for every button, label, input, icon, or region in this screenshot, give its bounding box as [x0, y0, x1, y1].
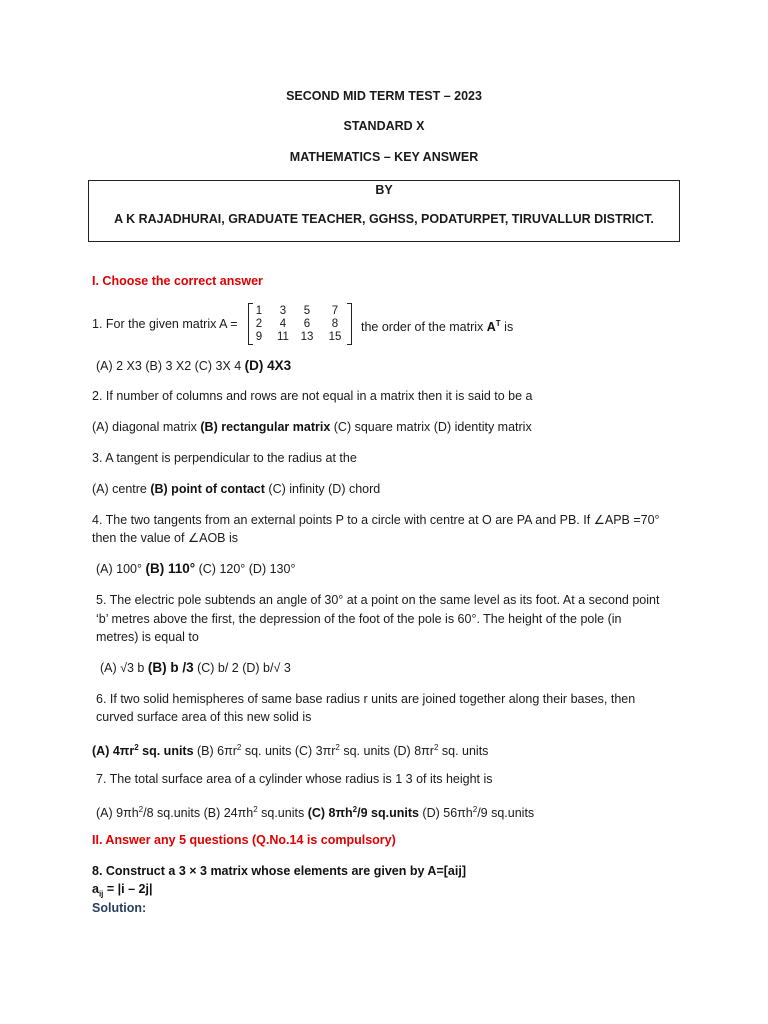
q1-matrix — [248, 303, 352, 345]
subject-title: MATHEMATICS – KEY ANSWER — [289, 150, 479, 164]
q4-question-line2: then the value of ∠AOB is — [92, 531, 239, 545]
q7-question: 7. The total surface area of a cylinder whose radius is 1 3 of its height is — [96, 772, 493, 786]
q1-prefix: 1. For the given matrix A = — [92, 317, 238, 331]
q2-options: (A) diagonal matrix (B) rectangular matrix (C) square matrix (D) identity matrix — [92, 420, 532, 434]
q6-answer: (A) $4\pi r^2$ sq. units — [92, 743, 194, 759]
q3-answer: (B) point of contact — [150, 482, 265, 496]
matrix-cell: 4 — [279, 318, 287, 330]
q8-rule: $a_{ij} = |i - 2j|$ — [92, 882, 153, 899]
q1-question — [92, 315, 238, 333]
q8-question: 8. Construct a 3 × 3 matrix whose elements are given by A=[aij] — [92, 864, 466, 878]
matrix-right-bracket — [347, 303, 352, 345]
q2-question: 2. If number of columns and rows are not equal in a matrix then it is said to be a — [92, 389, 533, 403]
matrix-cell: 9 — [255, 331, 263, 343]
standard-title: STANDARD X — [343, 119, 425, 133]
q1-suffix: the order of the matrix $A^T$ is — [361, 319, 514, 335]
q5-options: (A) √3 b (B) b /3 (C) b/ 2 (D) b/√ 3 — [100, 660, 291, 675]
q6-question-line1: 6. If two solid hemispheres of same base radius r units are joined together along their bases, then — [96, 692, 636, 706]
matrix-cell: 11 — [277, 331, 289, 343]
q5-question-line3: metres) is equal to — [96, 630, 199, 644]
q1-options: (A) 2 X3 (B) 3 X2 (C) 3X 4 (D) 4X3 — [96, 358, 292, 373]
q6-options: (A) $4\pi r^2$ sq. units (B) $6\pi r^2$ sq. units (C) $3\pi r^2$ sq. units (D) $8\pi r^2$ sq. units — [92, 743, 489, 759]
matrix-cell: 8 — [331, 318, 339, 330]
q8-solution-label: Solution: — [92, 901, 147, 915]
q6-question-line2: curved surface area of this new solid is — [96, 710, 312, 724]
section-2-title: II. Answer any 5 questions (Q.No.14 is compulsory) — [92, 833, 396, 847]
q7-options: (A) $9\pi h^2/8$ sq.units (B) $24\pi h^2$ sq.units (C) $8\pi h^2/9$ sq.units (D) $56\pi h^2/9$ sq.units — [96, 805, 535, 821]
author-name: A K RAJADHURAI, GRADUATE TEACHER, GGHSS, PODATURPET, TIRUVALLUR DISTRICT. — [114, 212, 654, 226]
matrix-cell: 1 — [255, 305, 263, 317]
author-box — [88, 180, 680, 242]
q3-question: 3. A tangent is perpendicular to the radius at the — [92, 451, 357, 465]
q4-question-line1: 4. The two tangents from an external points P to a circle with centre at O are PA and PB. If ∠APB =70° — [92, 513, 660, 527]
matrix-cell: 15 — [328, 331, 342, 343]
q5-question-line1: 5. The electric pole subtends an angle of 30° at a point on the same level as its foot. At a second point — [96, 593, 660, 607]
matrix-cell: 6 — [303, 318, 311, 330]
matrix-cell: 3 — [279, 305, 287, 317]
matrix-cell: 13 — [300, 331, 314, 343]
q7-answer: (C) $8\pi h^2/9$ sq.units — [307, 805, 419, 821]
q1-answer: (D) 4X3 — [244, 358, 292, 373]
matrix-cell: 5 — [303, 305, 311, 317]
q4-answer: (B) 110° — [145, 561, 196, 576]
q4-options: (A) 100° (B) 110° (C) 120° (D) 130° — [96, 561, 296, 576]
author-by: BY — [375, 183, 393, 197]
test-title: SECOND MID TERM TEST – 2023 — [286, 89, 482, 103]
matrix-cell: 7 — [331, 305, 339, 317]
matrix-cell: 2 — [255, 318, 263, 330]
section-1-title: I. Choose the correct answer — [92, 274, 263, 288]
q5-answer: (B) b /3 — [147, 660, 194, 675]
q2-answer: (B) rectangular matrix — [200, 420, 331, 434]
q3-options: (A) centre (B) point of contact (C) infinity (D) chord — [92, 482, 381, 496]
q5-question-line2: ‘b’ metres above the first, the depression of the foot of the pole is 60°. The height of the pole (in — [96, 612, 622, 626]
